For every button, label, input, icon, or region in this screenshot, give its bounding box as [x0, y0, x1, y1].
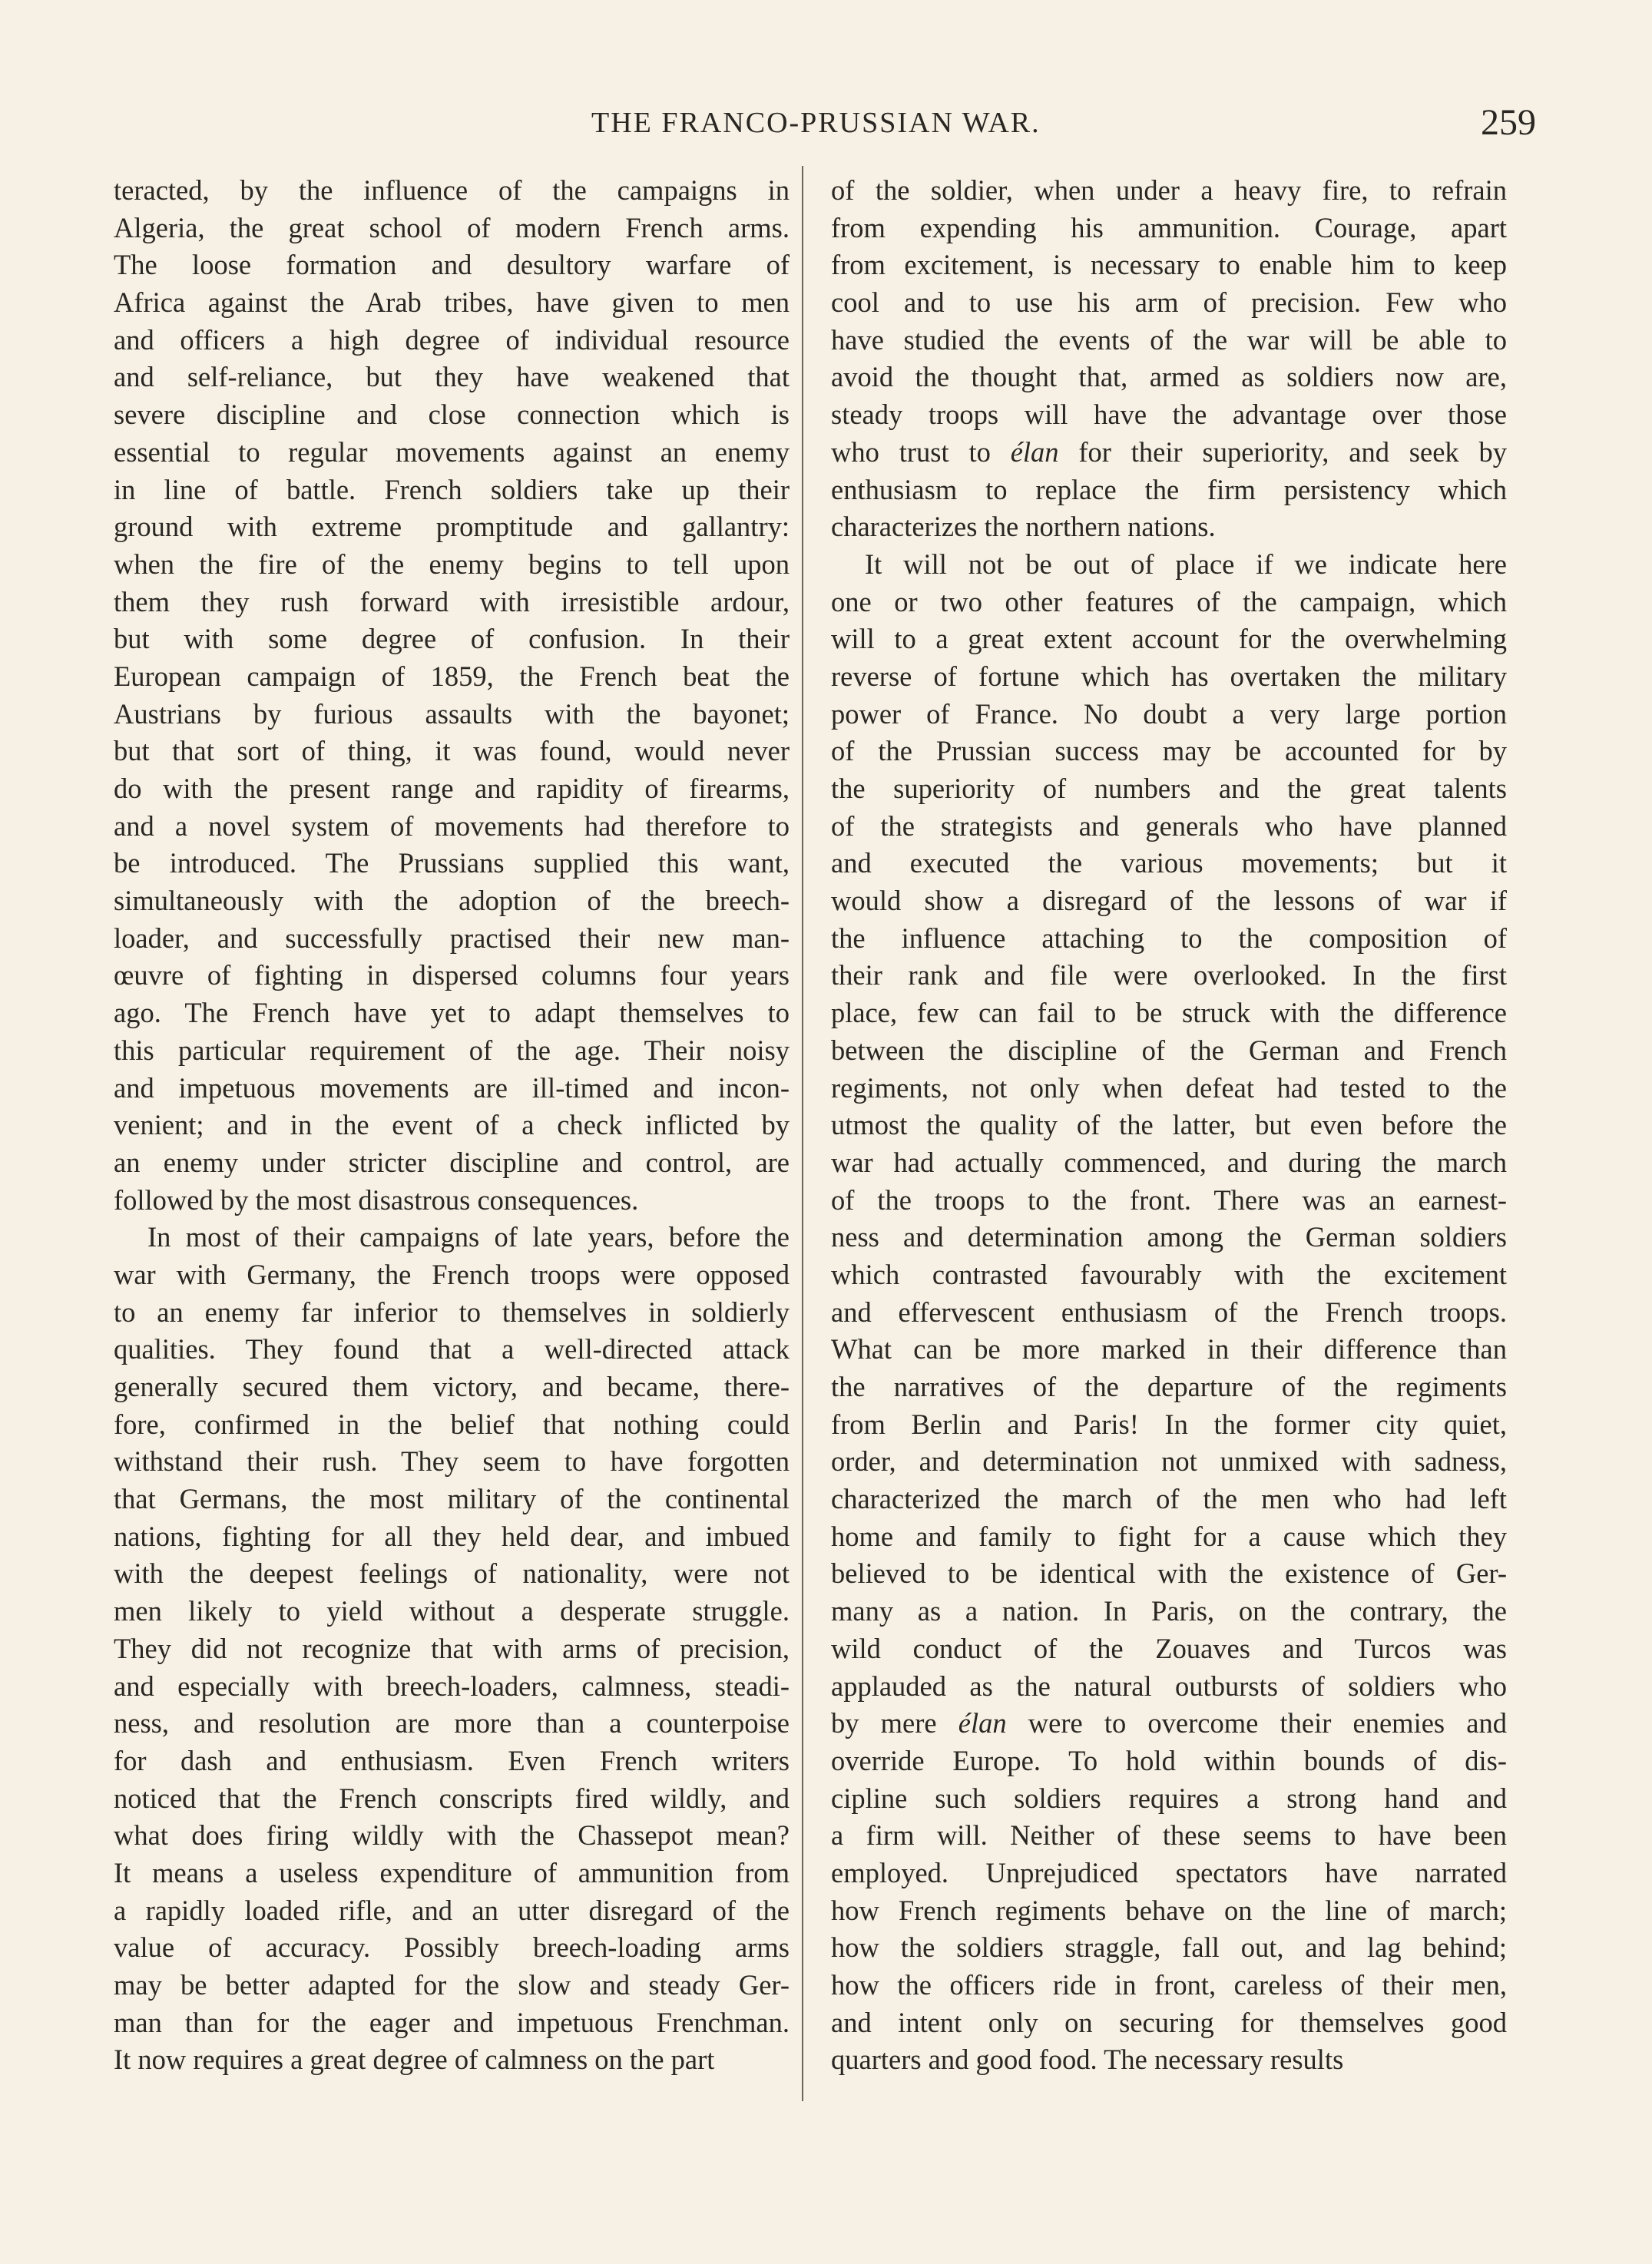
text-line: from excitement, is necessary to enable him to keep — [831, 249, 1507, 281]
text-line: an enemy under stricter discipline and control, are — [114, 1146, 790, 1178]
text-line: home and family to fight for a cause which they — [831, 1520, 1507, 1552]
text-line: that Germans, the most military of the continental — [114, 1483, 790, 1515]
text-line: Algeria, the great school of modern French arms. — [114, 211, 790, 243]
text-line: them they rush forward with irresistible ardour, — [114, 585, 790, 617]
text-line: qualities. They found that a well-directed attack — [114, 1333, 790, 1365]
text-line: the influence attaching to the composition of — [831, 922, 1507, 954]
text-line: nations, fighting for all they held dear, and imbued — [114, 1520, 790, 1552]
text-line: may be better adapted for the slow and steady Ger- — [114, 1969, 790, 2001]
text-line: and intent only on securing for themselves good — [831, 2006, 1507, 2038]
text-line: of the Prussian success may be accounted for by — [831, 735, 1507, 767]
column-rule — [802, 166, 803, 2101]
text-line: would show a disregard of the lessons of war if — [831, 885, 1507, 917]
text-line: their rank and file were overlooked. In the first — [831, 959, 1507, 991]
running-title: THE FRANCO-PRUSSIAN WAR. — [591, 107, 1041, 139]
text-line: In most of their campaigns of late years, before the — [147, 1221, 790, 1253]
text-line: override Europe. To hold within bounds of dis- — [831, 1744, 1507, 1776]
text-line: noticed that the French conscripts fired wildly, and — [114, 1782, 790, 1814]
text-line: have studied the events of the war will be able to — [831, 323, 1507, 356]
text-line: when the fire of the enemy begins to tell upon — [114, 548, 790, 580]
text-line: Africa against the Arab tribes, have given to men — [114, 286, 790, 319]
text-line: It means a useless expenditure of ammunition from — [114, 1856, 790, 1888]
text-line: the superiority of numbers and the great talents — [831, 773, 1507, 804]
text-line: characterized the march of the men who had left — [831, 1483, 1507, 1515]
text-line: do with the present range and rapidity of firearms, — [114, 773, 790, 804]
text-line: utmost the quality of the latter, but even before the — [831, 1109, 1507, 1141]
text-line: enthusiasm to replace the firm persistency which — [831, 473, 1507, 505]
text-line: It now requires a great degree of calmness on the part — [114, 2044, 715, 2076]
text-line: how the soldiers straggle, fall out, and lag behind; — [831, 1931, 1507, 1964]
text-line: cool and to use his arm of precision. Few who — [831, 286, 1507, 319]
text-line: the narratives of the departure of the regiments — [831, 1371, 1507, 1402]
text-line: severe discipline and close connection which is — [114, 399, 790, 431]
text-line: loader, and successfully practised their new man- — [114, 922, 790, 954]
text-line: reverse of fortune which has overtaken the military — [831, 660, 1507, 692]
text-line: who trust to élan for their superiority, and seek by — [831, 435, 1507, 468]
right-column — [831, 172, 1507, 2079]
text-line: by mere élan were to overcome their enemies and — [831, 1707, 1507, 1739]
text-line: of the soldier, when under a heavy fire, to refrain — [831, 174, 1507, 206]
text-line: war with Germany, the French troops were opposed — [114, 1258, 790, 1290]
text-line: in line of battle. French soldiers take up their — [114, 473, 790, 505]
text-line: between the discipline of the German and French — [831, 1034, 1507, 1066]
text-line: characterizes the northern nations. — [831, 511, 1216, 543]
text-line: venient; and in the event of a check inflicted by — [114, 1109, 790, 1141]
text-line: and officers a high degree of individual resource — [114, 323, 790, 356]
text-line: to an enemy far inferior to themselves in soldierly — [114, 1296, 790, 1328]
text-line: What can be more marked in their difference than — [831, 1333, 1507, 1365]
text-line: withstand their rush. They seem to have forgotten — [114, 1445, 790, 1478]
text-line: œuvre of fighting in dispersed columns four years — [114, 959, 790, 991]
text-line: and impetuous movements are ill-timed and incon- — [114, 1071, 790, 1104]
text-line: and self-reliance, but they have weakened that — [114, 361, 790, 393]
page-number: 259 — [1481, 102, 1536, 143]
text-line: men likely to yield without a desperate struggle. — [114, 1595, 790, 1627]
text-line: a firm will. Neither of these seems to have been — [831, 1819, 1507, 1852]
text-line: wild conduct of the Zouaves and Turcos was — [831, 1632, 1507, 1664]
text-line: will to a great extent account for the overwhelming — [831, 623, 1507, 655]
text-line: regiments, not only when defeat had tested to the — [831, 1071, 1507, 1104]
text-line: and effervescent enthusiasm of the French troops. — [831, 1296, 1507, 1328]
text-line: generally secured them victory, and became, there- — [114, 1371, 790, 1402]
text-line: The loose formation and desultory warfare of — [114, 249, 790, 281]
text-line: and a novel system of movements had therefore to — [114, 809, 790, 842]
text-line: order, and determination not unmixed with sadness, — [831, 1445, 1507, 1478]
text-line: quarters and good food. The necessary results — [831, 2044, 1344, 2076]
text-line: and especially with breech-loaders, calmness, steadi- — [114, 1670, 790, 1702]
text-line: power of France. No doubt a very large portion — [831, 697, 1507, 730]
text-line: ness, and resolution are more than a counterpoise — [114, 1707, 790, 1739]
text-line: of the troops to the front. There was an earnest- — [831, 1183, 1507, 1216]
text-line: how French regiments behave on the line of march; — [831, 1894, 1507, 1926]
text-line: how the officers ride in front, careless of their men, — [831, 1969, 1507, 2001]
text-line: simultaneously with the adoption of the breech- — [114, 885, 790, 917]
text-line: followed by the most disastrous consequences. — [114, 1183, 639, 1216]
text-line: ness and determination among the German soldiers — [831, 1221, 1507, 1253]
left-column — [114, 172, 790, 2079]
text-line: man than for the eager and impetuous Frenchman. — [114, 2006, 790, 2038]
text-line: European campaign of 1859, the French beat the — [114, 660, 790, 692]
text-line: fore, confirmed in the belief that nothing could — [114, 1408, 790, 1440]
text-line: and executed the various movements; but it — [831, 847, 1507, 879]
text-line: essential to regular movements against an enemy — [114, 435, 790, 468]
text-line: ago. The French have yet to adapt themselves to — [114, 997, 790, 1029]
text-line: for dash and enthusiasm. Even French writers — [114, 1744, 790, 1776]
text-line: one or two other features of the campaign, which — [831, 585, 1507, 617]
text-line: but that sort of thing, it was found, would never — [114, 735, 790, 767]
text-line: applauded as the natural outbursts of soldiers who — [831, 1670, 1507, 1702]
running-head — [115, 102, 1536, 152]
text-line: cipline such soldiers requires a strong hand and — [831, 1782, 1507, 1814]
text-line: of the strategists and generals who have planned — [831, 809, 1507, 842]
text-line: with the deepest feelings of nationality, were not — [114, 1557, 790, 1590]
text-line: war had actually commenced, and during the march — [831, 1146, 1507, 1178]
text-line: from expending his ammunition. Courage, apart — [831, 211, 1507, 243]
text-line: which contrasted favourably with the excitement — [831, 1258, 1507, 1290]
text-line: but with some degree of confusion. In their — [114, 623, 790, 655]
text-line: a rapidly loaded rifle, and an utter disregard of the — [114, 1894, 790, 1926]
text-line: ground with extreme promptitude and gallantry: — [114, 511, 790, 543]
text-line: steady troops will have the advantage over those — [831, 399, 1507, 431]
text-line: many as a nation. In Paris, on the contrary, the — [831, 1595, 1507, 1627]
text-line: what does firing wildly with the Chassepot mean? — [114, 1819, 790, 1852]
text-line: value of accuracy. Possibly breech-loading arms — [114, 1931, 790, 1964]
text-line: Austrians by furious assaults with the bayonet; — [114, 697, 790, 730]
text-line: avoid the thought that, armed as soldiers now are, — [831, 361, 1507, 393]
text-line: be introduced. The Prussians supplied this want, — [114, 847, 790, 879]
text-line: from Berlin and Paris! In the former city quiet, — [831, 1408, 1507, 1440]
text-line: place, few can fail to be struck with the difference — [831, 997, 1507, 1029]
text-line: It will not be out of place if we indicate here — [865, 548, 1507, 580]
text-line: this particular requirement of the age. Their noisy — [114, 1034, 790, 1066]
text-line: They did not recognize that with arms of precision, — [114, 1632, 790, 1664]
text-line: believed to be identical with the existence of Ger- — [831, 1557, 1507, 1590]
text-line: employed. Unprejudiced spectators have narrated — [831, 1856, 1507, 1888]
text-line: teracted, by the influence of the campaigns in — [114, 174, 790, 206]
